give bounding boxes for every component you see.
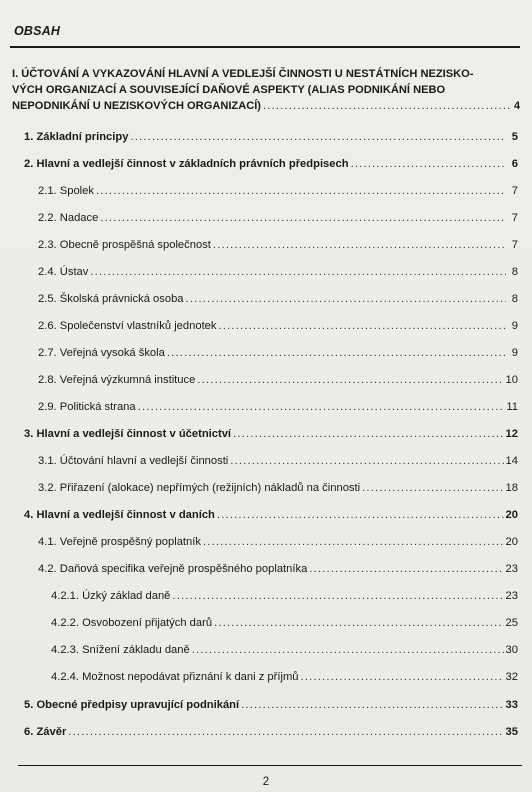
toc-entry-title: 2.1. Spolek — [38, 185, 94, 197]
toc-entry[interactable] — [38, 183, 518, 199]
toc-entry-title: 6. Závěr — [24, 726, 67, 738]
toc-entry[interactable] — [24, 156, 518, 172]
toc-entry-page: 9 — [511, 320, 518, 332]
toc-entry-page: 35 — [505, 726, 518, 738]
dot-leader — [96, 183, 506, 199]
toc-entry-title: 2.2. Nadace — [38, 212, 99, 224]
dot-leader — [233, 426, 504, 442]
toc-entry[interactable] — [38, 210, 518, 226]
toc-entry-page: 32 — [505, 671, 518, 683]
toc-entry-title: 4.2.2. Osvobození přijatých darů — [51, 617, 213, 629]
chapter-title-line-1: I. ÚČTOVÁNÍ A VYKAZOVÁNÍ HLAVNÍ A VEDLEJŠÍ ČINNOSTI U NESTÁTNÍCH NEZISKO- — [12, 68, 474, 80]
toc-entry-page: 23 — [505, 590, 518, 602]
toc-entry-page: 8 — [511, 293, 518, 305]
toc-entry[interactable] — [38, 264, 518, 280]
toc-entry-page: 7 — [511, 239, 518, 251]
toc-entry-title: 1. Základní principy — [24, 131, 129, 143]
toc-entry[interactable] — [24, 426, 518, 442]
toc-entry-title: 2. Hlavní a vedlejší činnost v základních právních předpisech — [24, 158, 349, 170]
toc-entry-page: 18 — [505, 482, 518, 494]
dot-leader — [100, 210, 506, 226]
toc-entry[interactable] — [38, 237, 518, 253]
dot-leader — [167, 345, 506, 361]
toc-entry-title: 3.2. Přiřazení (alokace) nepřímých (režijních) nákladů na činnosti — [38, 482, 361, 494]
toc-entry-title: 4.2.1. Úzký základ daně — [51, 590, 171, 602]
dot-leader — [213, 237, 506, 253]
toc-entry[interactable] — [51, 642, 518, 658]
toc-entry-page: 7 — [511, 185, 518, 197]
dot-leader — [219, 318, 507, 334]
toc-entry[interactable] — [24, 697, 518, 713]
dot-leader — [138, 399, 505, 415]
toc-entry-page: 11 — [506, 401, 518, 413]
toc-entry[interactable] — [38, 453, 518, 469]
toc-entry[interactable] — [38, 399, 518, 415]
toc-entry[interactable] — [38, 345, 518, 361]
toc-entry-page: 25 — [505, 617, 518, 629]
toc-entry-title: 2.4. Ústav — [38, 266, 89, 278]
dot-leader — [197, 372, 503, 388]
dot-leader — [130, 129, 506, 145]
toc-entry[interactable] — [24, 507, 518, 523]
dot-leader — [241, 697, 503, 713]
dot-leader — [351, 156, 506, 172]
toc-entry[interactable] — [38, 534, 518, 550]
dot-leader — [214, 615, 503, 631]
dot-leader — [362, 480, 503, 496]
toc-entry-page: 9 — [511, 347, 518, 359]
toc-entry-title: 5. Obecné předpisy upravující podnikání — [24, 699, 240, 711]
toc-entry-page: 33 — [505, 699, 518, 711]
toc-entry-page: 5 — [511, 131, 518, 143]
toc-entry-title: 3.1. Účtování hlavní a vedlejší činnosti — [38, 455, 229, 467]
toc-entry[interactable] — [51, 615, 518, 631]
dot-leader — [186, 291, 506, 307]
toc-entry[interactable] — [38, 561, 518, 577]
toc-entry-title: 2.8. Veřejná výzkumná instituce — [38, 374, 196, 386]
dot-leader — [192, 642, 504, 658]
toc-entry[interactable] — [51, 588, 518, 604]
page-number: 2 — [262, 776, 270, 788]
toc-entry-title: 3. Hlavní a vedlejší činnost v účetnictví — [24, 428, 232, 440]
footer-divider — [18, 765, 522, 766]
toc-entry[interactable] — [38, 372, 518, 388]
chapter-page-number: 4 — [513, 100, 520, 112]
dot-leader — [203, 534, 504, 550]
toc-entry-page: 30 — [505, 644, 518, 656]
toc-entry[interactable] — [38, 318, 518, 334]
toc-entry-title: 4.2.3. Snížení základu daně — [51, 644, 190, 656]
toc-entry-title: 2.7. Veřejná vysoká škola — [38, 347, 165, 359]
toc-entry-page: 6 — [511, 158, 518, 170]
chapter-title-line-3-text: NEPODNIKÁNÍ U NEZISKOVÝCH ORGANIZACÍ) — [12, 100, 262, 112]
chapter-title-line-2: VÝCH ORGANIZACÍ A SOUVISEJÍCÍ DAŇOVÉ ASPEKTY (ALIAS PODNIKÁNÍ NEBO — [12, 84, 446, 96]
toc-entry-page: 20 — [505, 509, 518, 521]
toc-entry-page: 10 — [505, 374, 518, 386]
toc-entry-title: 2.5. Školská právnická osoba — [38, 293, 184, 305]
page-title: OBSAH — [14, 24, 61, 38]
toc-entry-title: 2.6. Společenství vlastníků jednotek — [38, 320, 217, 332]
toc-entry-title: 2.9. Politická strana — [38, 401, 136, 413]
toc-entry-title: 4.2. Daňová specifika veřejně prospěšného poplatníka — [38, 563, 308, 575]
dot-leader — [90, 264, 506, 280]
toc-entry[interactable] — [24, 724, 518, 740]
toc-entry-page: 23 — [505, 563, 518, 575]
toc-entry-page: 12 — [505, 428, 518, 440]
toc-entry[interactable] — [51, 669, 518, 685]
dot-leader — [309, 561, 503, 577]
toc-entry-title: 4.2.4. Možnost nepodávat přiznání k dani z příjmů — [51, 671, 299, 683]
toc-entry-page: 20 — [505, 536, 518, 548]
dot-leader — [68, 724, 503, 740]
toc-entry[interactable] — [24, 129, 518, 145]
toc-entry-page: 8 — [511, 266, 518, 278]
toc-entry[interactable] — [38, 480, 518, 496]
dot-leader — [217, 507, 504, 523]
dot-leader — [230, 453, 503, 469]
dot-leader — [172, 588, 503, 604]
toc-entry-title: 4. Hlavní a vedlejší činnost v daních — [24, 509, 215, 521]
toc-entry-page: 14 — [505, 455, 518, 467]
toc-entry-title: 2.3. Obecně prospěšná společnost — [38, 239, 211, 251]
toc-entry-title: 4.1. Veřejně prospěšný poplatník — [38, 536, 201, 548]
dot-leader — [301, 669, 504, 685]
toc-entry[interactable] — [38, 291, 518, 307]
toc-entry-page: 7 — [511, 212, 518, 224]
